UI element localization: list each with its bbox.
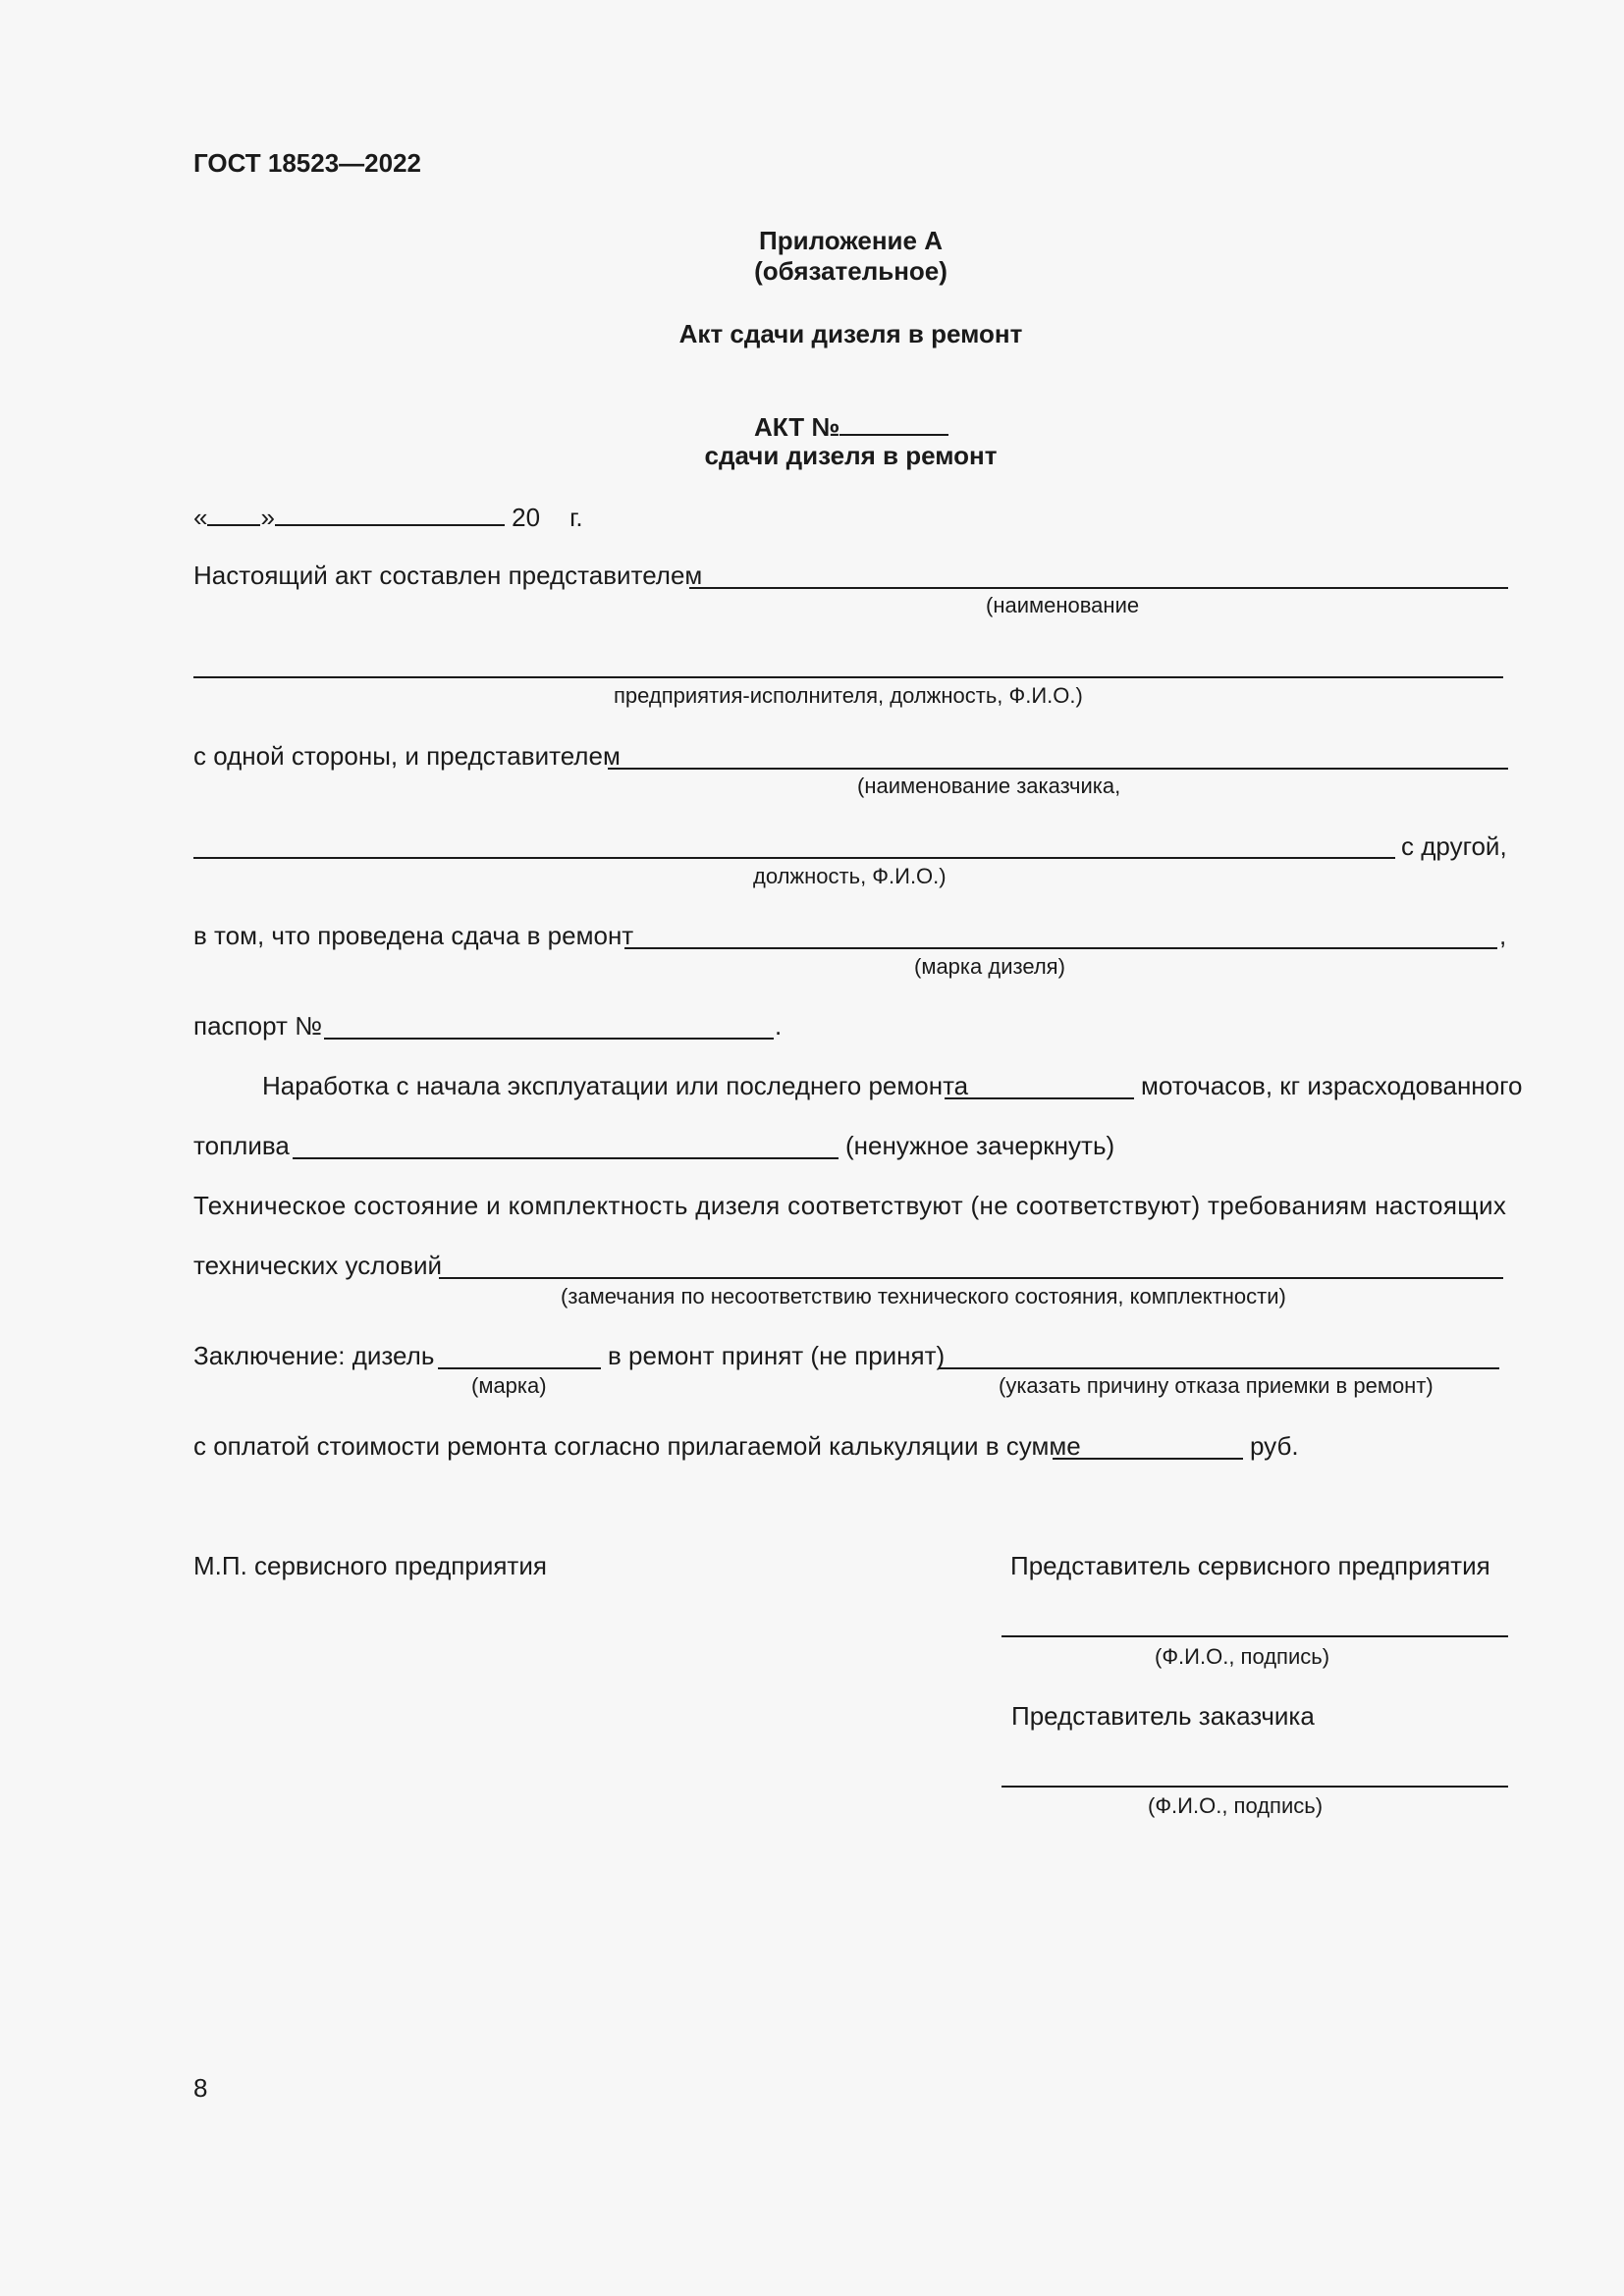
act-number-label: АКТ № [754, 412, 840, 442]
act-subtitle: сдачи дизеля в ремонт [704, 441, 998, 470]
fuel-label: топлива [193, 1131, 290, 1160]
one-side-label: с одной стороны, и представителем [193, 741, 621, 771]
currency-label: руб. [1250, 1431, 1299, 1461]
runtime-label: Наработка с начала эксплуатации или последнего ремонта [262, 1071, 969, 1100]
runtime-unit: моточасов, кг израсходованного [1141, 1071, 1523, 1100]
service-rep-label: Представитель сервисного предприятия [1010, 1551, 1490, 1580]
stamp-label: М.П. сервисного предприятия [193, 1551, 547, 1580]
other-side-label: с другой, [1401, 831, 1507, 861]
passport-label: паспорт № [193, 1011, 322, 1041]
month-blank [275, 501, 505, 526]
date-line [193, 501, 583, 533]
passport-period: . [775, 1011, 783, 1041]
annex-status: (обязательное) [754, 256, 947, 286]
brand-caption: (марка) [471, 1373, 547, 1398]
customer-caption-2: должность, Ф.И.О.) [753, 864, 947, 888]
page-number: 8 [193, 2073, 208, 2103]
customer-caption-1: (наименование заказчика, [857, 774, 1121, 798]
payment-amount-line [1053, 1458, 1243, 1460]
customer-signature-line [1001, 1786, 1508, 1788]
annex-title: Приложение А [759, 226, 943, 255]
service-signature-caption: (Ф.И.О., подпись) [1155, 1644, 1330, 1669]
date-quote-open: « [193, 503, 208, 532]
reason-caption: (указать причину отказа приемки в ремонт) [999, 1373, 1434, 1398]
act-number [754, 410, 948, 443]
accepted-label: в ремонт принят (не принят) [608, 1341, 946, 1370]
customer-signature-caption: (Ф.И.О., подпись) [1148, 1793, 1324, 1818]
date-quote-close: » [260, 503, 275, 532]
remarks-line [439, 1277, 1503, 1279]
day-blank [207, 501, 260, 526]
conclusion-label: Заключение: дизель [193, 1341, 435, 1370]
payment-label: с оплатой стоимости ремонта согласно прилагаемой калькуляции в сумме [193, 1431, 1081, 1461]
customer-details-line [193, 857, 1395, 859]
contractor-details-line [193, 676, 1503, 678]
tech-conditions-label: технических условий [193, 1251, 443, 1280]
fuel-value-line [293, 1157, 839, 1159]
handover-comma: , [1499, 921, 1507, 950]
fuel-note: (ненужное зачеркнуть) [845, 1131, 1115, 1160]
standard-header: ГОСТ 18523—2022 [193, 148, 421, 178]
handover-label: в том, что проведена сдача в ремонт [193, 921, 634, 950]
customer-rep-label: Представитель заказчика [1011, 1701, 1315, 1731]
condition-text: Техническое состояние и комплектность дизеля соответствуют (не соответствуют) требованиям настоящих [193, 1191, 1507, 1220]
refusal-reason-line [939, 1367, 1499, 1369]
annex-name: Акт сдачи дизеля в ремонт [678, 319, 1023, 348]
contractor-name-line [689, 587, 1508, 589]
contractor-caption-1: (наименование [986, 593, 1140, 617]
passport-number-line [324, 1038, 774, 1040]
remarks-caption: (замечания по несоответствию технического состояния, комплектности) [561, 1284, 1286, 1308]
runtime-value-line [945, 1097, 1134, 1099]
year-suffix: г. [569, 503, 583, 532]
composed-by-label: Настоящий акт составлен представителем [193, 561, 703, 590]
service-signature-line [1001, 1635, 1508, 1637]
customer-name-line [608, 768, 1508, 770]
act-number-blank [839, 410, 948, 436]
engine-caption: (марка дизеля) [914, 954, 1065, 979]
engine-brand-line [438, 1367, 601, 1369]
engine-model-line [624, 947, 1497, 949]
contractor-caption-2: предприятия-исполнителя, должность, Ф.И.О.) [614, 683, 1083, 708]
year-prefix: 20 [512, 503, 541, 532]
